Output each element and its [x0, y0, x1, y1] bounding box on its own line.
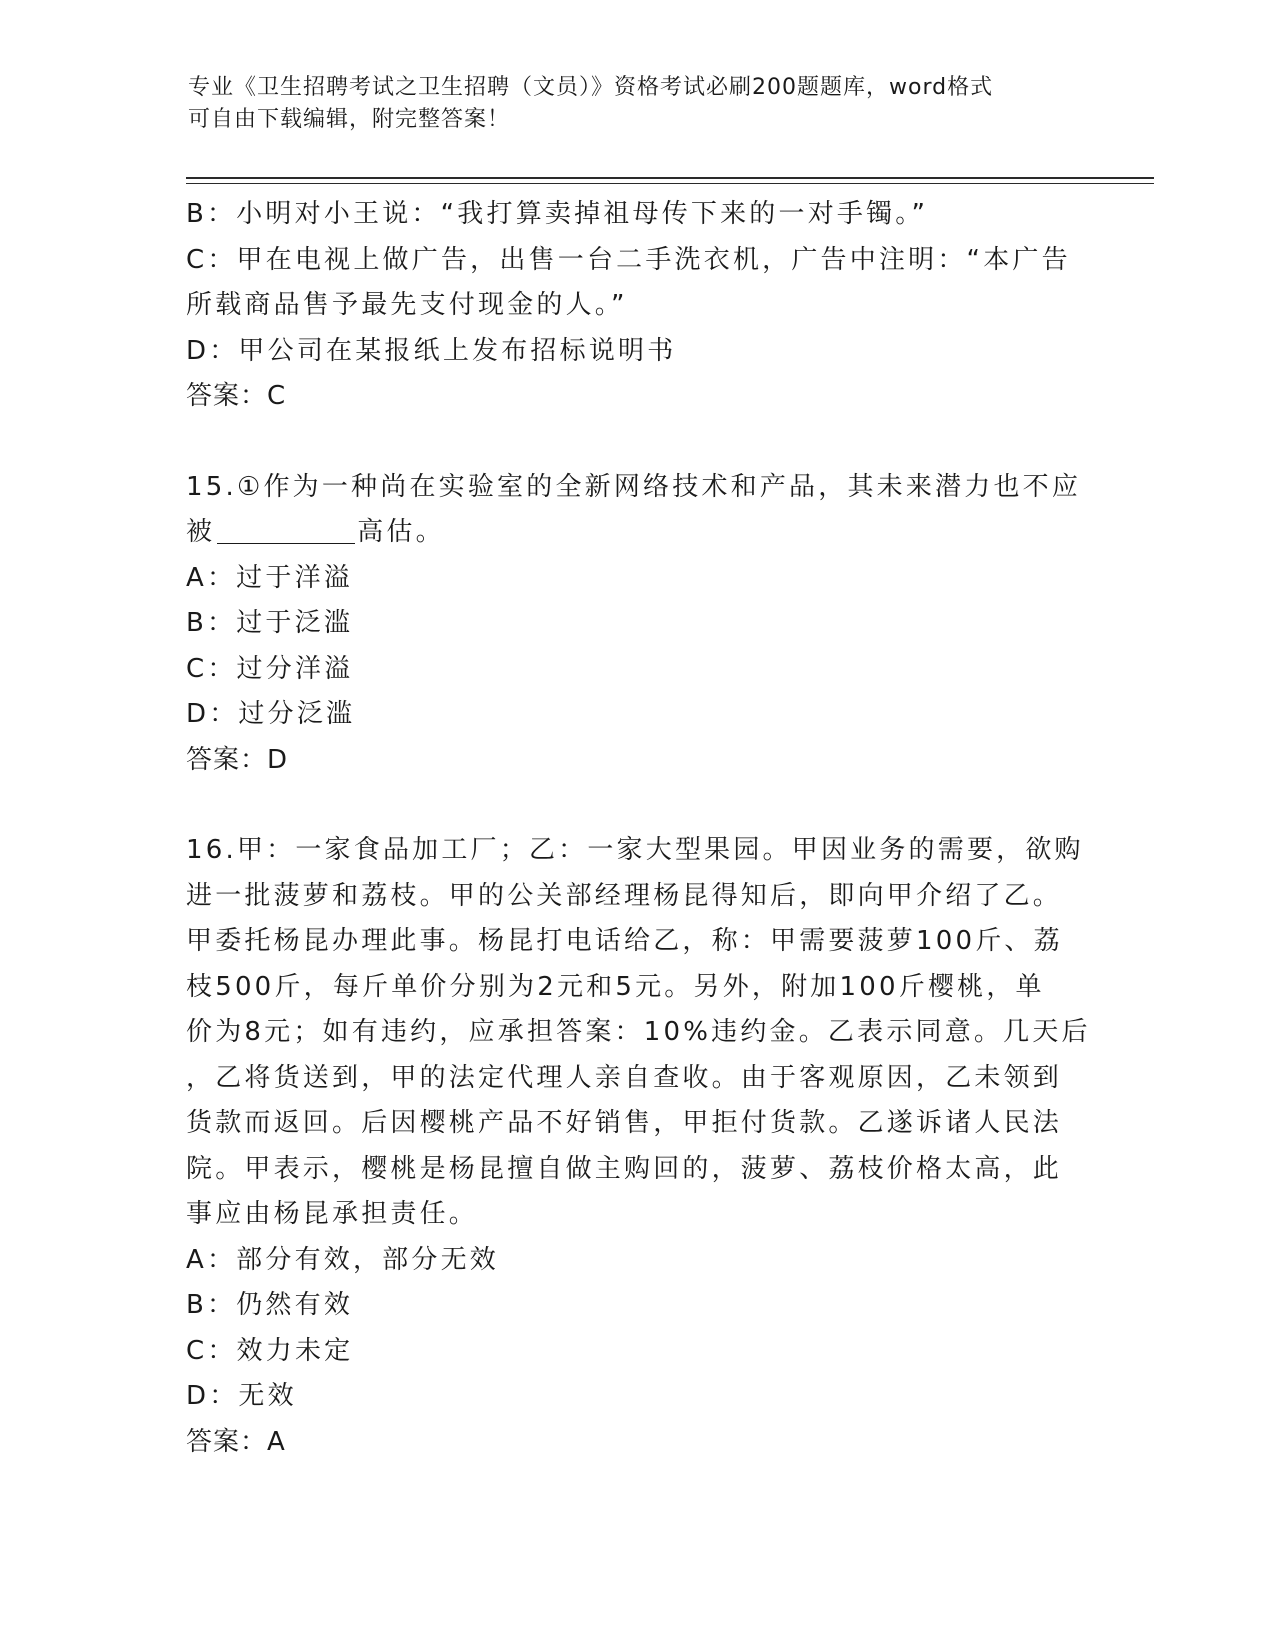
spacer — [186, 783, 1086, 828]
q15-option-c: C：过分洋溢 — [186, 653, 354, 684]
q16-stem-line: ，乙将货送到，甲的法定代理人亲自查收。由于客观原因，乙未领到 — [186, 1062, 1063, 1093]
q16-option-b: B：仍然有效 — [186, 1290, 354, 1320]
q14-option-d: D：甲公司在某报纸上发布招标说明书 — [186, 335, 677, 366]
spacer — [186, 420, 1086, 465]
fill-in-blank — [217, 515, 355, 544]
q14-option-b: B：小明对小王说：“我打算卖掉祖母传下来的一对手镯。” — [186, 199, 929, 229]
question-content — [186, 192, 1091, 1465]
q15-stem-line-1: 15.①作为一种尚在实验室的全新网络技术和产品，其未来潜力也不应 — [186, 471, 1082, 502]
question-16 — [186, 828, 1091, 1465]
q16-stem-line: 院。甲表示，樱桃是杨昆擅自做主购回的，菠萝、荔枝价格太高，此 — [186, 1153, 1063, 1184]
q16-stem-line: 进一批菠萝和荔枝。甲的公关部经理杨昆得知后，即向甲介绍了乙。 — [186, 880, 1063, 911]
q14-answer: 答案：C — [186, 381, 287, 411]
question-14-tail — [186, 192, 1086, 420]
q14-option-c-line-1: C：甲在电视上做广告，出售一台二手洗衣机，广告中注明：“本广告 — [186, 244, 1071, 275]
q16-stem-line: 事应由杨昆承担责任。 — [186, 1199, 479, 1229]
q15-stem-suffix: 高估。 — [357, 517, 445, 547]
q16-answer: 答案：A — [186, 1426, 286, 1457]
header-title-line-2: 可自由下载编辑，附完整答案！ — [188, 107, 511, 132]
q14-option-c-line-2: 所载商品售予最先支付现金的人。” — [186, 290, 628, 320]
q16-option-a: A：部分有效，部分无效 — [186, 1244, 499, 1275]
q15-option-a: A：过于洋溢 — [186, 562, 353, 593]
q15-option-b: B：过于泛滥 — [186, 608, 354, 638]
question-15 — [186, 465, 1086, 784]
q15-answer: 答案：D — [186, 744, 289, 775]
q16-option-d: D：无效 — [186, 1381, 297, 1411]
q16-stem-line: 价为8元；如有违约，应承担答案：10%违约金。乙表示同意。几天后 — [186, 1017, 1091, 1047]
q15-option-d: D：过分泛滥 — [186, 699, 356, 729]
header-divider-thin — [186, 183, 1154, 184]
header-title-line-1: 专业《卫生招聘考试之卫生招聘（文员）》资格考试必刷200题题库，word格式 — [188, 75, 994, 100]
q16-stem-line: 枝500斤，每斤单价分别为2元和5元。另外，附加100斤樱桃，单 — [186, 971, 1045, 1002]
q16-stem-line: 甲委托杨昆办理此事。杨昆打电话给乙，称：甲需要菠萝100斤、荔 — [186, 926, 1063, 956]
document-header — [188, 72, 1068, 136]
q16-stem-line: 货款而返回。后因樱桃产品不好销售，甲拒付货款。乙遂诉诸人民法 — [186, 1108, 1063, 1138]
header-divider-thick — [186, 177, 1154, 179]
q15-stem-line-2 — [186, 510, 1086, 556]
q16-option-c: C：效力未定 — [186, 1335, 354, 1366]
q15-stem-prefix: 被 — [186, 517, 216, 547]
q16-stem-line: 16.甲：一家食品加工厂；乙：一家大型果园。甲因业务的需要，欲购 — [186, 835, 1084, 865]
